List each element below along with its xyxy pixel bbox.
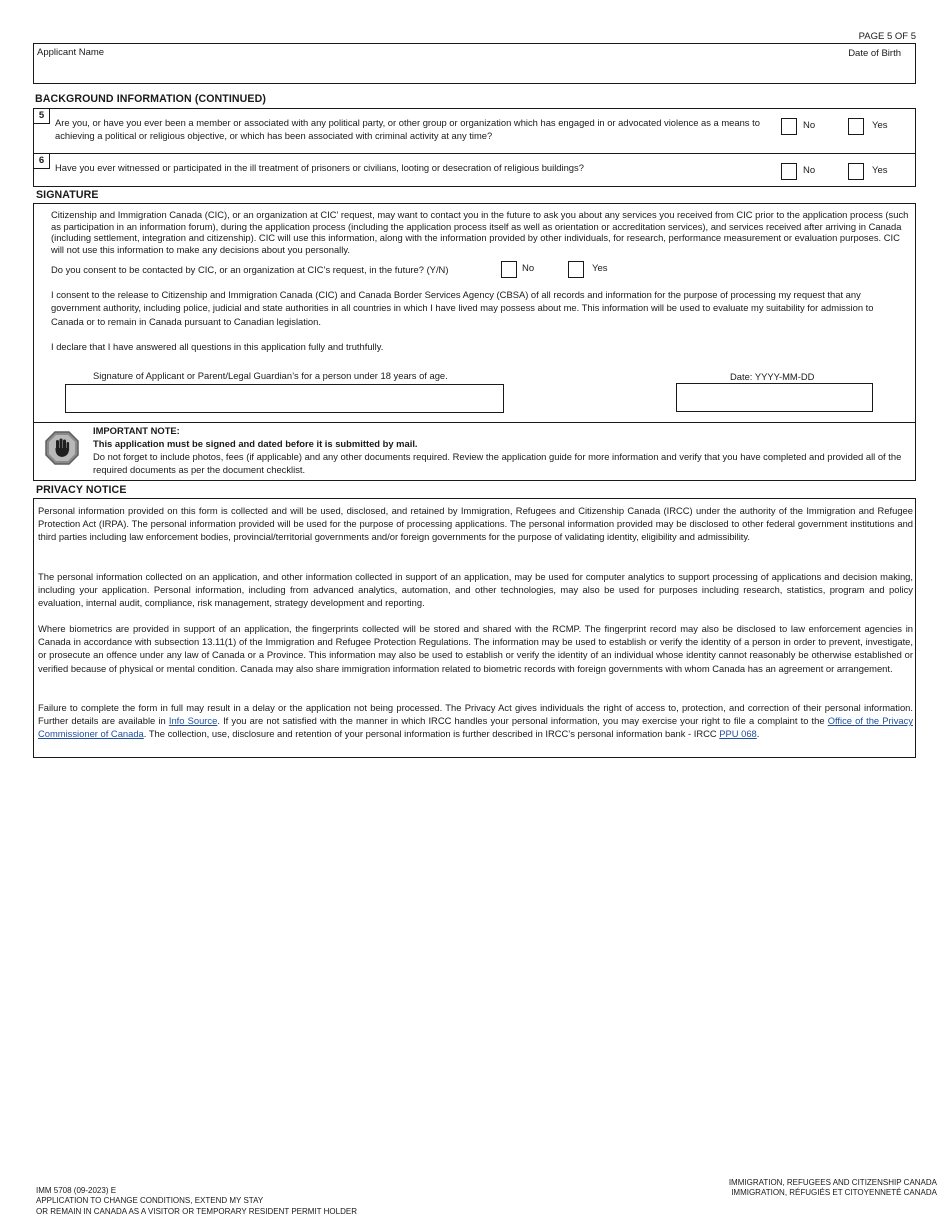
privacy-paragraph-2: The personal information collected on an application, and other information collected in support of an application, may be used for computer analytics to support processing of applications and decision making, including your application. Personal information, including from advanced analytics, automation, and other technologies, may also be used for purposes including research, statistics, program and policy evaluation, internal audit, compliance, risk management, strategy development and reporting. [38,571,913,609]
privacy-p4-text-b: . If you are not satisfied with the manner in which IRCC handles your personal information, you may exercise your right to file a complaint to the [217,715,828,727]
footer-department [729,1178,937,1199]
question-6-number: 6 [34,154,50,169]
stop-hand-icon [44,430,80,466]
signature-label: Signature of Applicant or Parent/Legal Guardian’s for a person under 18 years of age. [93,370,448,381]
release-paragraph: I consent to the release to Citizenship and Immigration Canada (CIC) and Canada Border Services Agency (CBSA) of all records and information for the purpose of processing my request that any government authority, including police, judicial and state authorities in all countries in which I have lived may possess about me. This information will be used to evaluate my suitability for admission to Canada or to remain in Canada pursuant to Canadian legislation. [51,289,874,327]
consent-yes-checkbox[interactable] [568,261,584,278]
privacy-p4-text-d: . [756,728,760,740]
consent-question: Do you consent to be contacted by CIC, or an organization at CIC’s request, in the future? (Y/N) [51,264,449,275]
question-5-no-label: No [803,120,816,131]
question-5-yes-label: Yes [872,120,888,131]
declaration-text: I declare that I have answered all questions in this application fully and truthfully. [51,341,384,352]
date-of-birth-label: Date of Birth [848,48,901,59]
applicant-name-label: Applicant Name [37,47,105,58]
signature-section-title: SIGNATURE [36,189,99,201]
department-name-en: IMMIGRATION, REFUGEES AND CITIZENSHIP CANADA [728,1178,937,1187]
consent-no-checkbox[interactable] [501,261,517,278]
question-6-no-checkbox[interactable] [781,163,797,180]
question-5-number: 5 [34,109,50,124]
important-note-bold-line: This application must be signed and dated before it is submitted by mail. [93,438,418,449]
question-6-text: Have you ever witnessed or participated in the ill treatment of prisoners or civilians, looting or desecration of religious buildings? [55,162,584,173]
consent-no-label: No [522,263,535,274]
department-name-fr: IMMIGRATION, RÉFUGIÉS ET CITOYENNETÉ CANADA [731,1188,937,1198]
signature-field[interactable] [65,384,504,413]
question-5-no-checkbox[interactable] [781,118,797,135]
privacy-notice [33,498,916,758]
ppu-068-link[interactable]: PPU 068 [719,728,757,740]
privacy-commissioner-link[interactable]: Office of the Privacy Commissioner of Canada [38,715,914,740]
date-field[interactable] [676,383,873,412]
question-6-row [33,153,916,187]
note-divider [33,422,916,423]
form-title-line-2: OR REMAIN IN CANADA AS A VISITOR OR TEMPORARY RESIDENT PERMIT HOLDER [36,1206,357,1216]
question-6-no-label: No [803,165,816,176]
background-section-title: BACKGROUND INFORMATION (CONTINUED) [35,93,266,105]
privacy-p4-text-a: Failure to complete the form in full may result in a delay or the application not being processed. The Privacy Act gives individuals the right of access to, protection, and correction of their personal information. Further details are available in [38,702,913,727]
footer-form-info [36,1186,357,1217]
privacy-section-title: PRIVACY NOTICE [36,484,127,496]
question-6-yes-label: Yes [872,165,888,176]
consent-yes-label: Yes [592,263,608,274]
date-label: Date: YYYY-MM-DD [730,371,815,382]
privacy-paragraph-3: Where biometrics are provided in support of an application, the fingerprints collected will be stored and shared with the RCMP. The fingerprint record may also be disclosed to law enforcement agencies in Canada in accordance with subsection 13.11(1) of the Immigration and Refugee Protection Regulations. The information may be used to establish or verify the identity of a person in order to prevent, investigate, or prosecute an offence under any law of Canada or a Province. This information may also be used to establish or verify the identity of an individual whose identity cannot reasonably be otherwise established or verified because of physical or mental condition. Canada may also share immigration information related to biometric records with foreign governments with whom Canada has an agreement or arrangement. [38,623,913,674]
form-code: IMM 5708 (09-2023) E [36,1186,117,1195]
question-5-text: Are you, or have you ever been a member or associated with any political party, or other group or organization which has engaged in or advocated violence as a means to achieving a political or religious objective, or which has been associated with criminal activity at any time? [55,117,760,141]
privacy-p4-text-c: . The collection, use, disclosure and retention of your personal information is further described in IRCC’s personal information bank - IRCC [143,728,720,740]
info-source-link[interactable]: Info Source [168,715,218,727]
question-5-row [33,108,916,154]
question-5-yes-checkbox[interactable] [848,118,864,135]
form-title-line-1: APPLICATION TO CHANGE CONDITIONS, EXTEND MY STAY [36,1196,264,1206]
contact-paragraph: Citizenship and Immigration Canada (CIC), or an organization at CIC’ request, may want to contact you in the future to ask you about any services you received from CIC prior to the application process (such as participation in an information forum), during the application process (including the application process itself as well as orientation or accreditation services), and services received after arriving in Canada (including settlement, integration and citizenship). CIC will use this information, along with the information provided by other individuals, for research, performance measurement or evaluation purposes. CIC will not use this information to make any decisions about you personally. [51,209,909,255]
important-note-title: IMPORTANT NOTE: [93,425,180,436]
privacy-paragraph-4 [38,701,913,741]
question-6-yes-checkbox[interactable] [848,163,864,180]
page-number: PAGE 5 OF 5 [858,31,916,42]
important-note-body: Do not forget to include photos, fees (if applicable) and any other documents required. Review the application guide for more information and verify that you have completed and provided all of the required documents as per the document checklist. [93,451,902,475]
applicant-name-field[interactable] [33,43,916,84]
privacy-paragraph-1: Personal information provided on this form is collected and will be used, disclosed, and retained by Immigration, Refugees and Citizenship Canada (IRCC) under the authority of the Immigration and Refugee Protection Act (IRPA). The personal information provided will be used for the purpose of processing applications. The personal information provided may be disclosed to other federal government institutions and third parties including law enforcement bodies, provincial/territorial governments and/or foreign governments for the purpose of validating identity, eligibility and admissibility. [38,505,913,543]
